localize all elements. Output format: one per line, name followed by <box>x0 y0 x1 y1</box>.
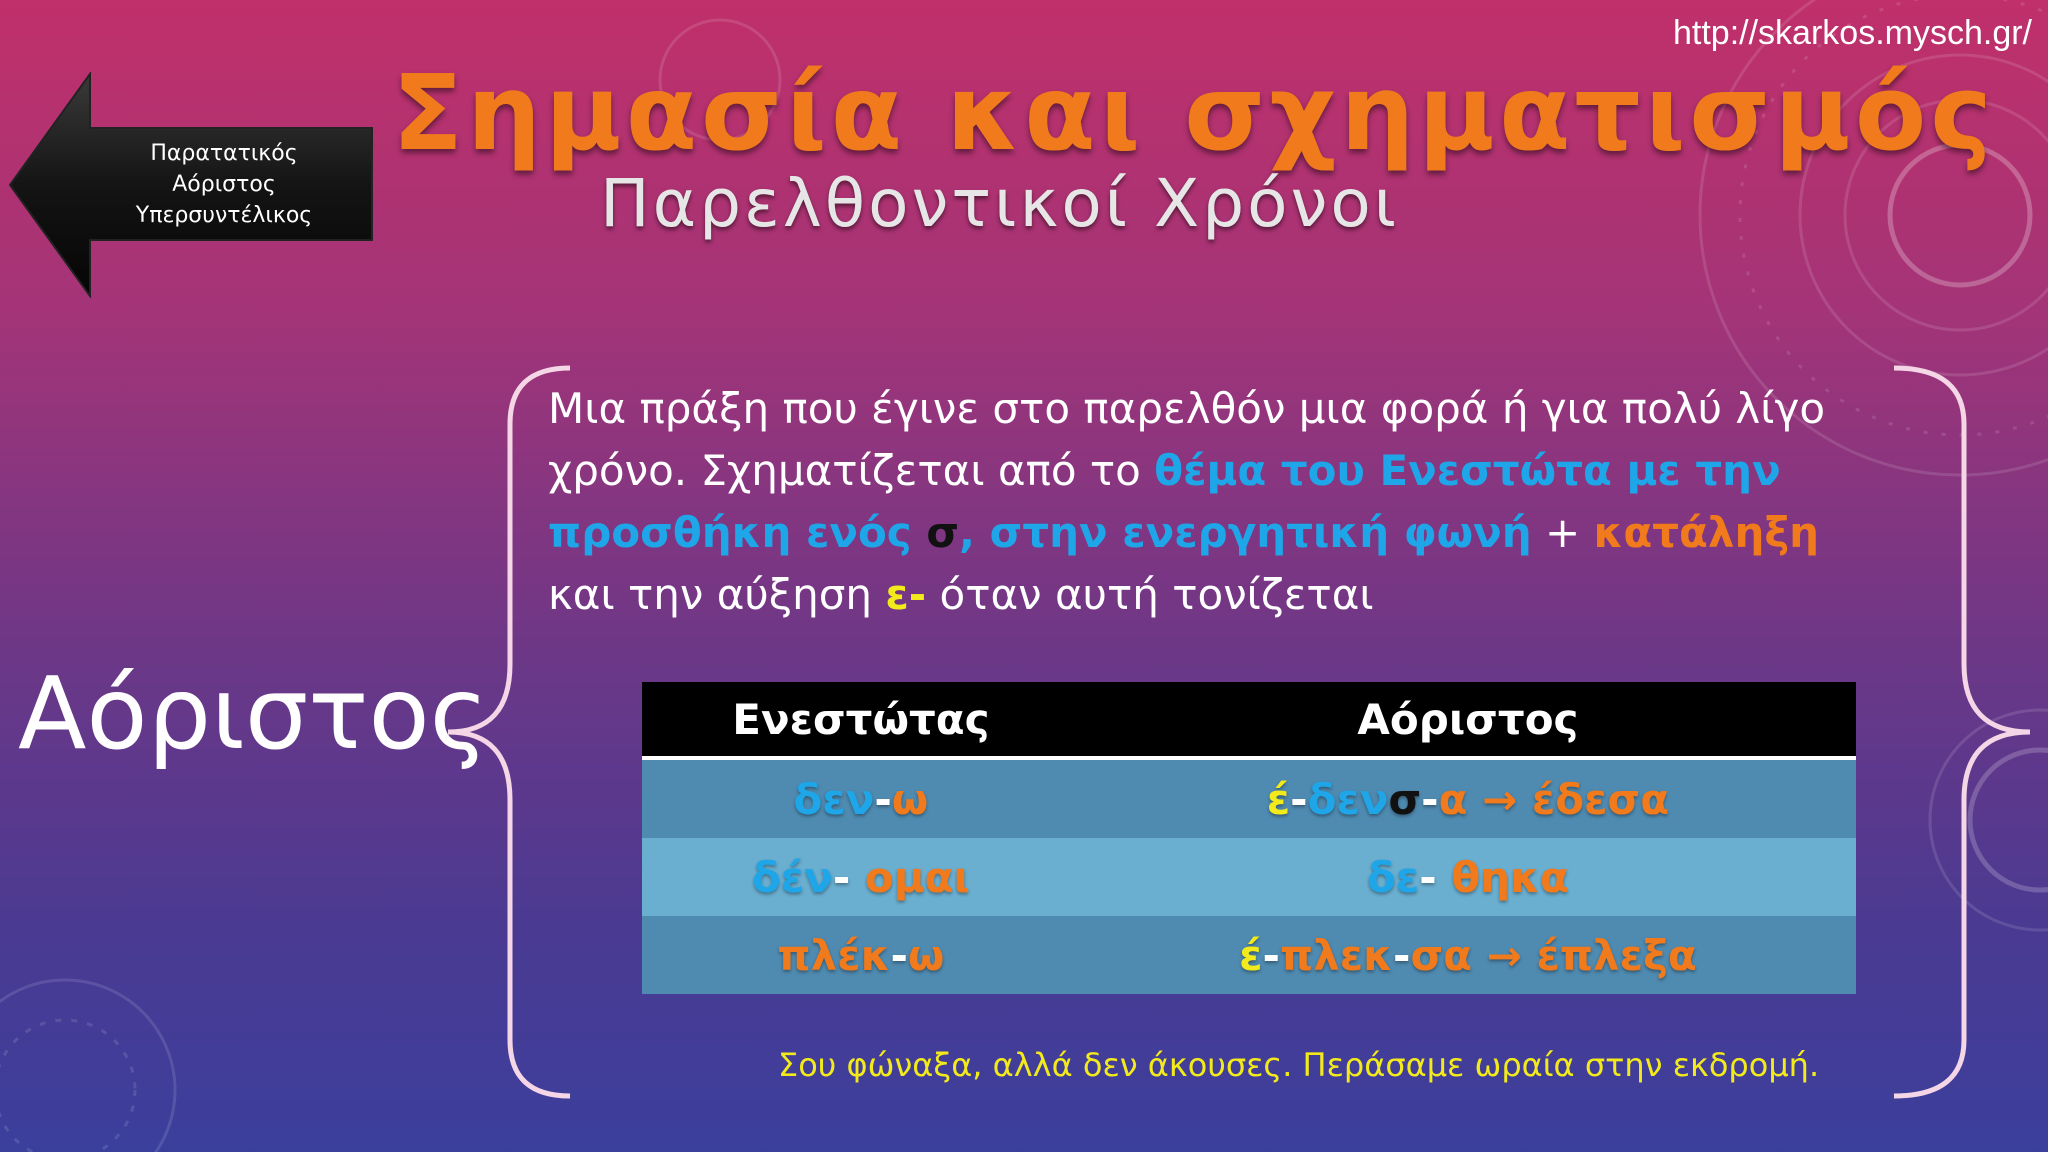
word-segment: - <box>874 774 892 824</box>
definition-stem-highlight: θέμα του Ενεστώτα με την προσθήκη ενός <box>548 446 1781 557</box>
definition-text-end: όταν αυτή τονίζεται <box>926 570 1374 619</box>
cell-aorist <box>1080 758 1856 838</box>
definition-text: Μια πράξη που έγινε στο παρελθόν μια φορά ή για πολύ λίγο χρόνο. Σχηματίζεται από το <box>548 384 1826 495</box>
back-navigation-button[interactable] <box>8 72 376 298</box>
word-segment: - <box>1290 774 1308 824</box>
website-url[interactable]: http://skarkos.mysch.gr/ <box>1673 14 2032 52</box>
word-segment: - <box>832 852 865 902</box>
definition-text-augment: και την αύξηση <box>548 570 886 619</box>
tense-name: Αόριστος <box>18 655 489 772</box>
word-segment: σ <box>1388 774 1422 824</box>
table-row <box>642 838 1856 916</box>
cell-present <box>642 758 1080 838</box>
definition-augment-highlight: ε- <box>885 570 927 619</box>
word-segment: έδεσα <box>1531 774 1670 824</box>
cell-aorist <box>1080 838 1856 916</box>
header-aorist: Αόριστος <box>1080 682 1856 758</box>
word-segment: θηκα <box>1451 852 1569 902</box>
word-segment: α <box>1438 774 1468 824</box>
word-segment: σα <box>1410 930 1473 980</box>
header-present: Ενεστώτας <box>642 682 1080 758</box>
cell-present <box>642 838 1080 916</box>
page-subtitle: Παρελθοντικοί Χρόνοι <box>600 165 1400 242</box>
definition-voice-highlight: , στην ενεργητική φωνή <box>959 508 1532 557</box>
word-segment: δε <box>1367 852 1420 902</box>
definition-plus: + <box>1531 508 1594 557</box>
word-segment: - <box>1393 930 1411 980</box>
nav-line-imperfect: Παρατατικός <box>150 141 298 166</box>
word-segment: → <box>1472 930 1537 980</box>
nav-line-aorist: Αόριστος <box>172 172 276 197</box>
right-brace-icon <box>1892 364 2032 1100</box>
cell-present <box>642 916 1080 994</box>
word-segment: δέν <box>751 852 833 902</box>
cell-aorist <box>1080 916 1856 994</box>
definition-sigma: σ <box>926 508 960 557</box>
conjugation-table <box>642 682 1856 994</box>
word-segment: πλεκ <box>1279 930 1393 980</box>
word-segment: - <box>1419 852 1452 902</box>
aorist-definition <box>548 378 1868 626</box>
word-segment: έ <box>1239 930 1263 980</box>
word-segment: ομαι <box>864 852 970 902</box>
definition-ending-highlight: κατάληξη <box>1593 508 1820 557</box>
word-segment: ω <box>891 774 929 824</box>
table-row <box>642 758 1856 838</box>
word-segment: - <box>1421 774 1439 824</box>
word-segment: δεν <box>793 774 875 824</box>
table-row <box>642 916 1856 994</box>
word-segment: έ <box>1266 774 1291 824</box>
word-segment: έπλεξα <box>1536 930 1697 980</box>
page-title: Σημασία και σχηματισμός <box>392 52 1996 174</box>
word-segment: → <box>1467 774 1532 824</box>
nav-line-pluperfect: Υπερσυντέλικος <box>135 203 313 228</box>
word-segment: - <box>1262 930 1280 980</box>
word-segment: - <box>890 930 908 980</box>
word-segment: δεν <box>1307 774 1389 824</box>
word-segment: ω <box>907 930 945 980</box>
word-segment: πλέκ <box>777 930 891 980</box>
example-sentences: Σου φώναξα, αλλά δεν άκουσες. Περάσαμε ωραία στην εκδρομή. <box>778 1046 1820 1084</box>
